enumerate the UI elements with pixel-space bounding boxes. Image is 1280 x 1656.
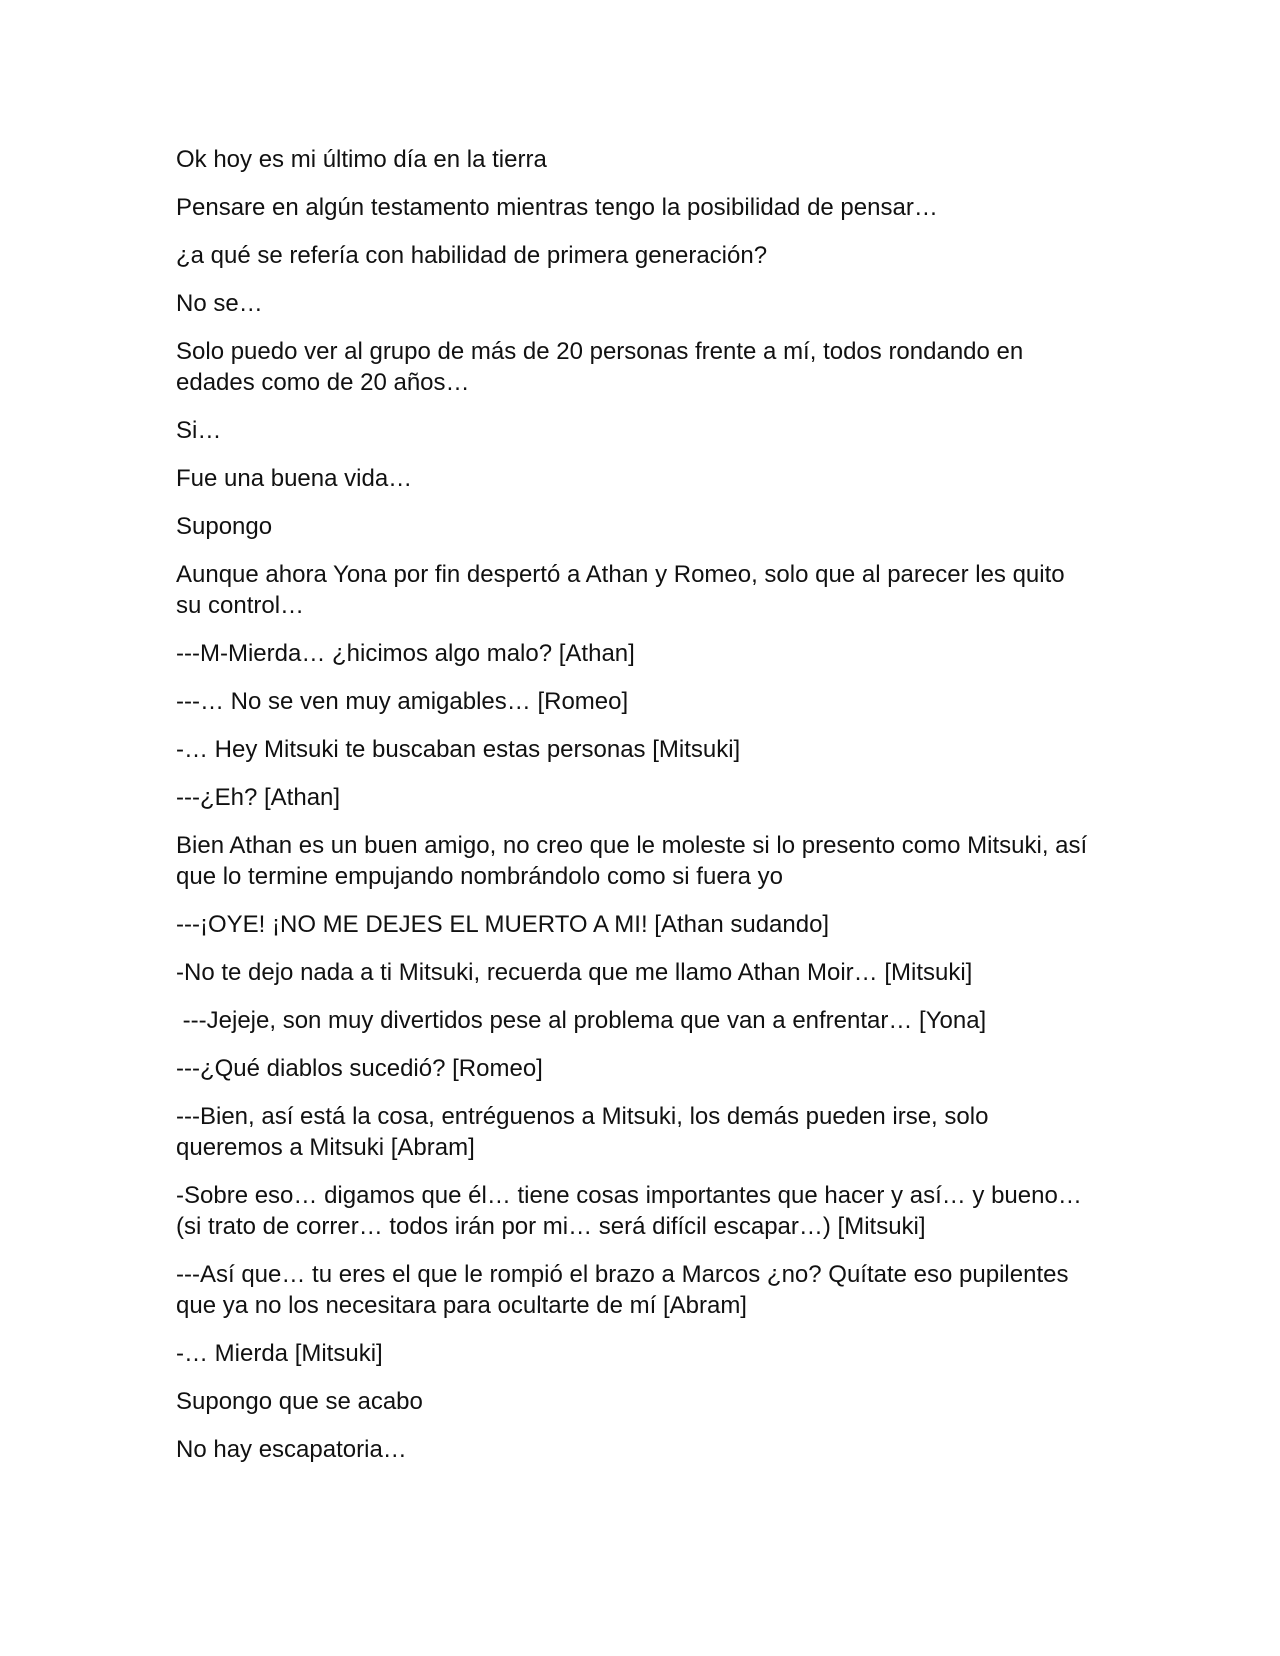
paragraph: Supongo — [176, 513, 273, 540]
document-body — [176, 144, 1096, 1482]
paragraph: Si… — [176, 417, 222, 444]
dialogue-line: -… Mierda [Mitsuki] — [176, 1340, 383, 1367]
paragraph: Bien Athan es un buen amigo, no creo que le moleste si lo presento como Mitsuki, así que lo termine empujando nombrándolo como si fuera yo — [176, 832, 1094, 890]
dialogue-line: ---Jejeje, son muy divertidos pese al problema que van a enfrentar… [Yona] — [176, 1007, 987, 1034]
dialogue-line: ---¿Qué diablos sucedió? [Romeo] — [176, 1055, 543, 1082]
paragraph: Ok hoy es mi último día en la tierra — [176, 146, 547, 173]
paragraph: No hay escapatoria… — [176, 1436, 407, 1463]
dialogue-line: -… Hey Mitsuki te buscaban estas personas [Mitsuki] — [176, 736, 741, 763]
dialogue-line: ---Bien, así está la cosa, entréguenos a Mitsuki, los demás pueden irse, solo queremos a Mitsuki [Abram] — [176, 1103, 996, 1161]
dialogue-line: ---… No se ven muy amigables… [Romeo] — [176, 688, 629, 715]
paragraph: No se… — [176, 290, 263, 317]
dialogue-line: ---¡OYE! ¡NO ME DEJES EL MUERTO A MI! [Athan sudando] — [176, 911, 830, 938]
dialogue-line: ---M-Mierda… ¿hicimos algo malo? [Athan] — [176, 640, 635, 667]
paragraph: Solo puedo ver al grupo de más de 20 personas frente a mí, todos rondando en edades como de 20 años… — [176, 338, 1030, 396]
dialogue-line: -No te dejo nada a ti Mitsuki, recuerda que me llamo Athan Moir… [Mitsuki] — [176, 959, 973, 986]
paragraph: ¿a qué se refería con habilidad de primera generación? — [176, 242, 768, 269]
dialogue-line: ---¿Eh? [Athan] — [176, 784, 341, 811]
dialogue-line: ---Así que… tu eres el que le rompió el brazo a Marcos ¿no? Quítate eso pupilentes que ya no los necesitara para ocultarte de mí [Abram] — [176, 1261, 1076, 1319]
paragraph: Pensare en algún testamento mientras tengo la posibilidad de pensar… — [176, 194, 938, 221]
paragraph: Supongo que se acabo — [176, 1388, 423, 1415]
dialogue-line: -Sobre eso… digamos que él… tiene cosas importantes que hacer y así… y bueno… (si trato de correr… todos irán por mi… será difícil escapar…) [Mitsuki] — [176, 1182, 1089, 1240]
paragraph: Fue una buena vida… — [176, 465, 413, 492]
paragraph: Aunque ahora Yona por fin despertó a Athan y Romeo, solo que al parecer les quito su control… — [176, 561, 1072, 619]
